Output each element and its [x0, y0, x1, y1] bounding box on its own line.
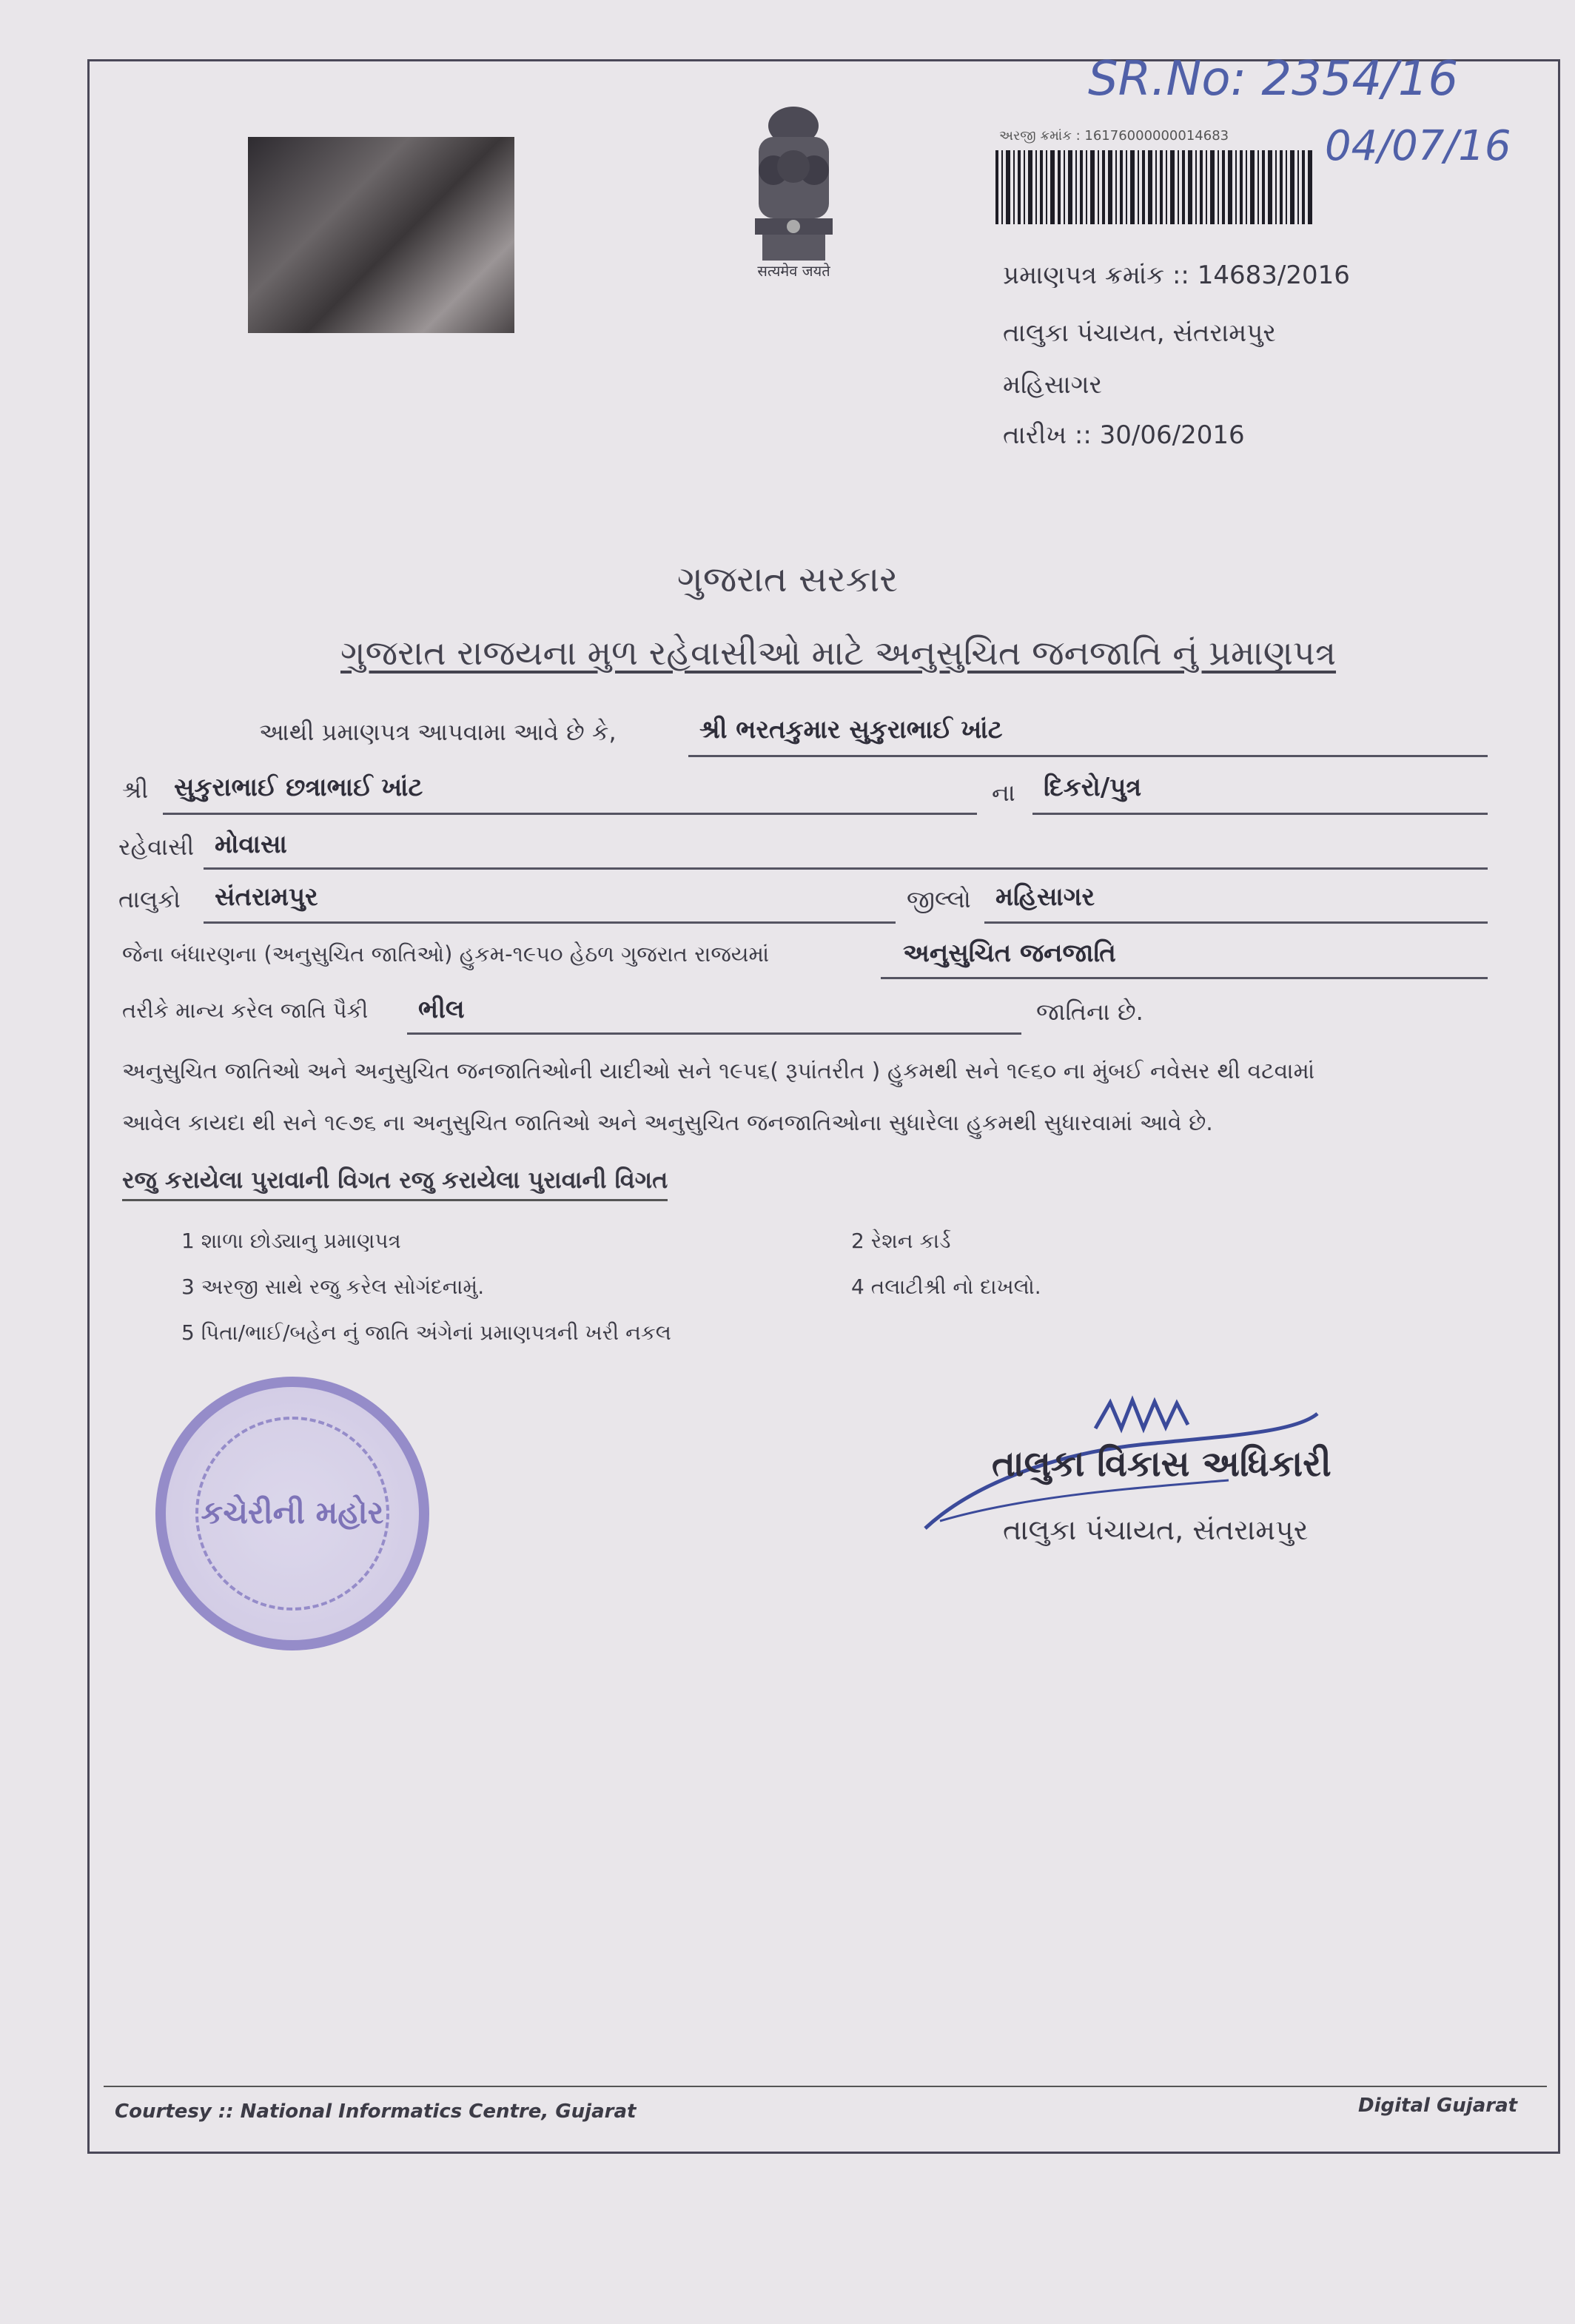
caste-line	[407, 1032, 1021, 1035]
shri-label: શ્રી	[122, 776, 149, 804]
document-item: 5 પિતા/ભાઈ/બહેન નું જાતિ અંગેનાં પ્રમાણપત્રની ખરી નકલ	[181, 1320, 671, 1345]
national-emblem-icon	[729, 89, 859, 281]
taluka-line	[204, 921, 896, 924]
document-item: 1 શાળા છોડ્યાનુ પ્રમાણપત્ર	[181, 1229, 401, 1253]
applicant-photo	[248, 137, 514, 333]
caste-suffix: જાતિના છે.	[1036, 998, 1144, 1026]
village: મોવાસા	[215, 830, 287, 859]
certificate-number: પ્રમાણપત્ર ક્રમાંક :: 14683/2016	[1003, 261, 1350, 290]
parent-name-line	[163, 813, 977, 815]
relation: દિકરો/પુત્ર	[1044, 773, 1142, 802]
category-line	[881, 977, 1488, 979]
document-item: 2 રેશન કાર્ડ	[851, 1229, 951, 1253]
recognized-label: તરીકે માન્ય કરેલ જાતિ પૈકી	[122, 998, 369, 1023]
office-seal	[155, 1377, 429, 1650]
intro-label: આથી પ્રમાણપત્ર આપવામા આવે છે કે,	[259, 718, 617, 746]
taluka-label: તાલુકો	[118, 885, 181, 913]
barcode-number: અરજી ક્રમાંક : 16176000000014683	[999, 128, 1229, 144]
na-label: ના	[992, 779, 1015, 807]
office-line-2: મહિસાગર	[1003, 370, 1103, 400]
order-label: જેના બંધારણના (અનુસુચિત જાતિઓ) હુકમ-૧૯૫૦ હેઠળ ગુજરાત રાજયમાં	[122, 941, 770, 967]
legal-paragraph-line-1: અનુસુચિત જાતિઓ અને અનુસુચિત જનજાતિઓની યાદીઓ સને ૧૯૫૬( રૂપાંતરીત ) હુકમથી સને ૧૯૬૦ ના મુંબઈ નવેસર થી વટવામાં	[122, 1058, 1315, 1084]
legal-paragraph-line-2: આવેલ કાયદા થી સને ૧૯૭૬ ના અનુસુચિત જાતિઓ અને અનુસુચિત જનજાતિઓના સુધારેલા હુકમથી સુધારવામાં આવે છે.	[122, 1110, 1213, 1136]
holder-name-line	[688, 755, 1488, 757]
resident-label: રહેવાસી	[118, 833, 195, 861]
government-title: ગુજરાત સરકાર	[676, 559, 899, 600]
office-line-1: તાલુકા પંચાયત, સંતરામપુર	[1003, 318, 1276, 348]
parent-name: સુકુરાભાઈ છત્રાભાઈ ખાંટ	[174, 773, 423, 802]
handwritten-date: 04/07/16	[1325, 122, 1511, 170]
category: અનુસુચિત જનજાતિ	[903, 938, 1116, 968]
seal-text: કચેરીની મહોર	[201, 1494, 384, 1531]
document-item: 4 તલાટીશ્રી નો દાખલો.	[851, 1274, 1041, 1299]
district-line	[984, 921, 1488, 924]
footer-brand: Digital Gujarat	[1358, 2095, 1518, 2117]
relation-line	[1032, 813, 1488, 815]
certificate-frame	[87, 59, 1560, 2154]
issue-date: તારીખ :: 30/06/2016	[1003, 420, 1245, 450]
district: મહિસાગર	[995, 882, 1095, 912]
footer-divider	[104, 2086, 1547, 2087]
district-label: જીલ્લો	[907, 885, 971, 913]
handwritten-serial: SR.No: 2354/16	[1088, 52, 1459, 107]
signatory-office: તાલુકા પંચાયત, સંતરામપુર	[1003, 1514, 1309, 1546]
certificate-title: ગુજરાત રાજયના મુળ રહેવાસીઓ માટે અનુસુચિત જનજાતિ નું પ્રમાણપત્ર	[340, 633, 1337, 673]
footer-courtesy: Courtesy :: National Informatics Centre, Gujarat	[115, 2100, 637, 2123]
village-line	[204, 867, 1488, 870]
holder-name: શ્રી ભરતકુમાર સુકુરાભાઈ ખાંટ	[699, 715, 1003, 745]
caste: ભીલ	[418, 995, 465, 1024]
barcode-icon	[995, 150, 1314, 224]
emblem-caption: सत्यमेव जयते	[757, 262, 830, 280]
signatory-title: તાલુકા વિકાસ અધિકારી	[992, 1443, 1331, 1485]
document-item: 3 અરજી સાથે રજુ કરેલ સોગંદનામું.	[181, 1274, 485, 1299]
documents-heading: રજુ કરાયેલા પુરાવાની વિગત રજુ કરાયેલા પુરાવાની વિગત	[122, 1166, 668, 1201]
taluka: સંતરામપુર	[215, 882, 318, 912]
